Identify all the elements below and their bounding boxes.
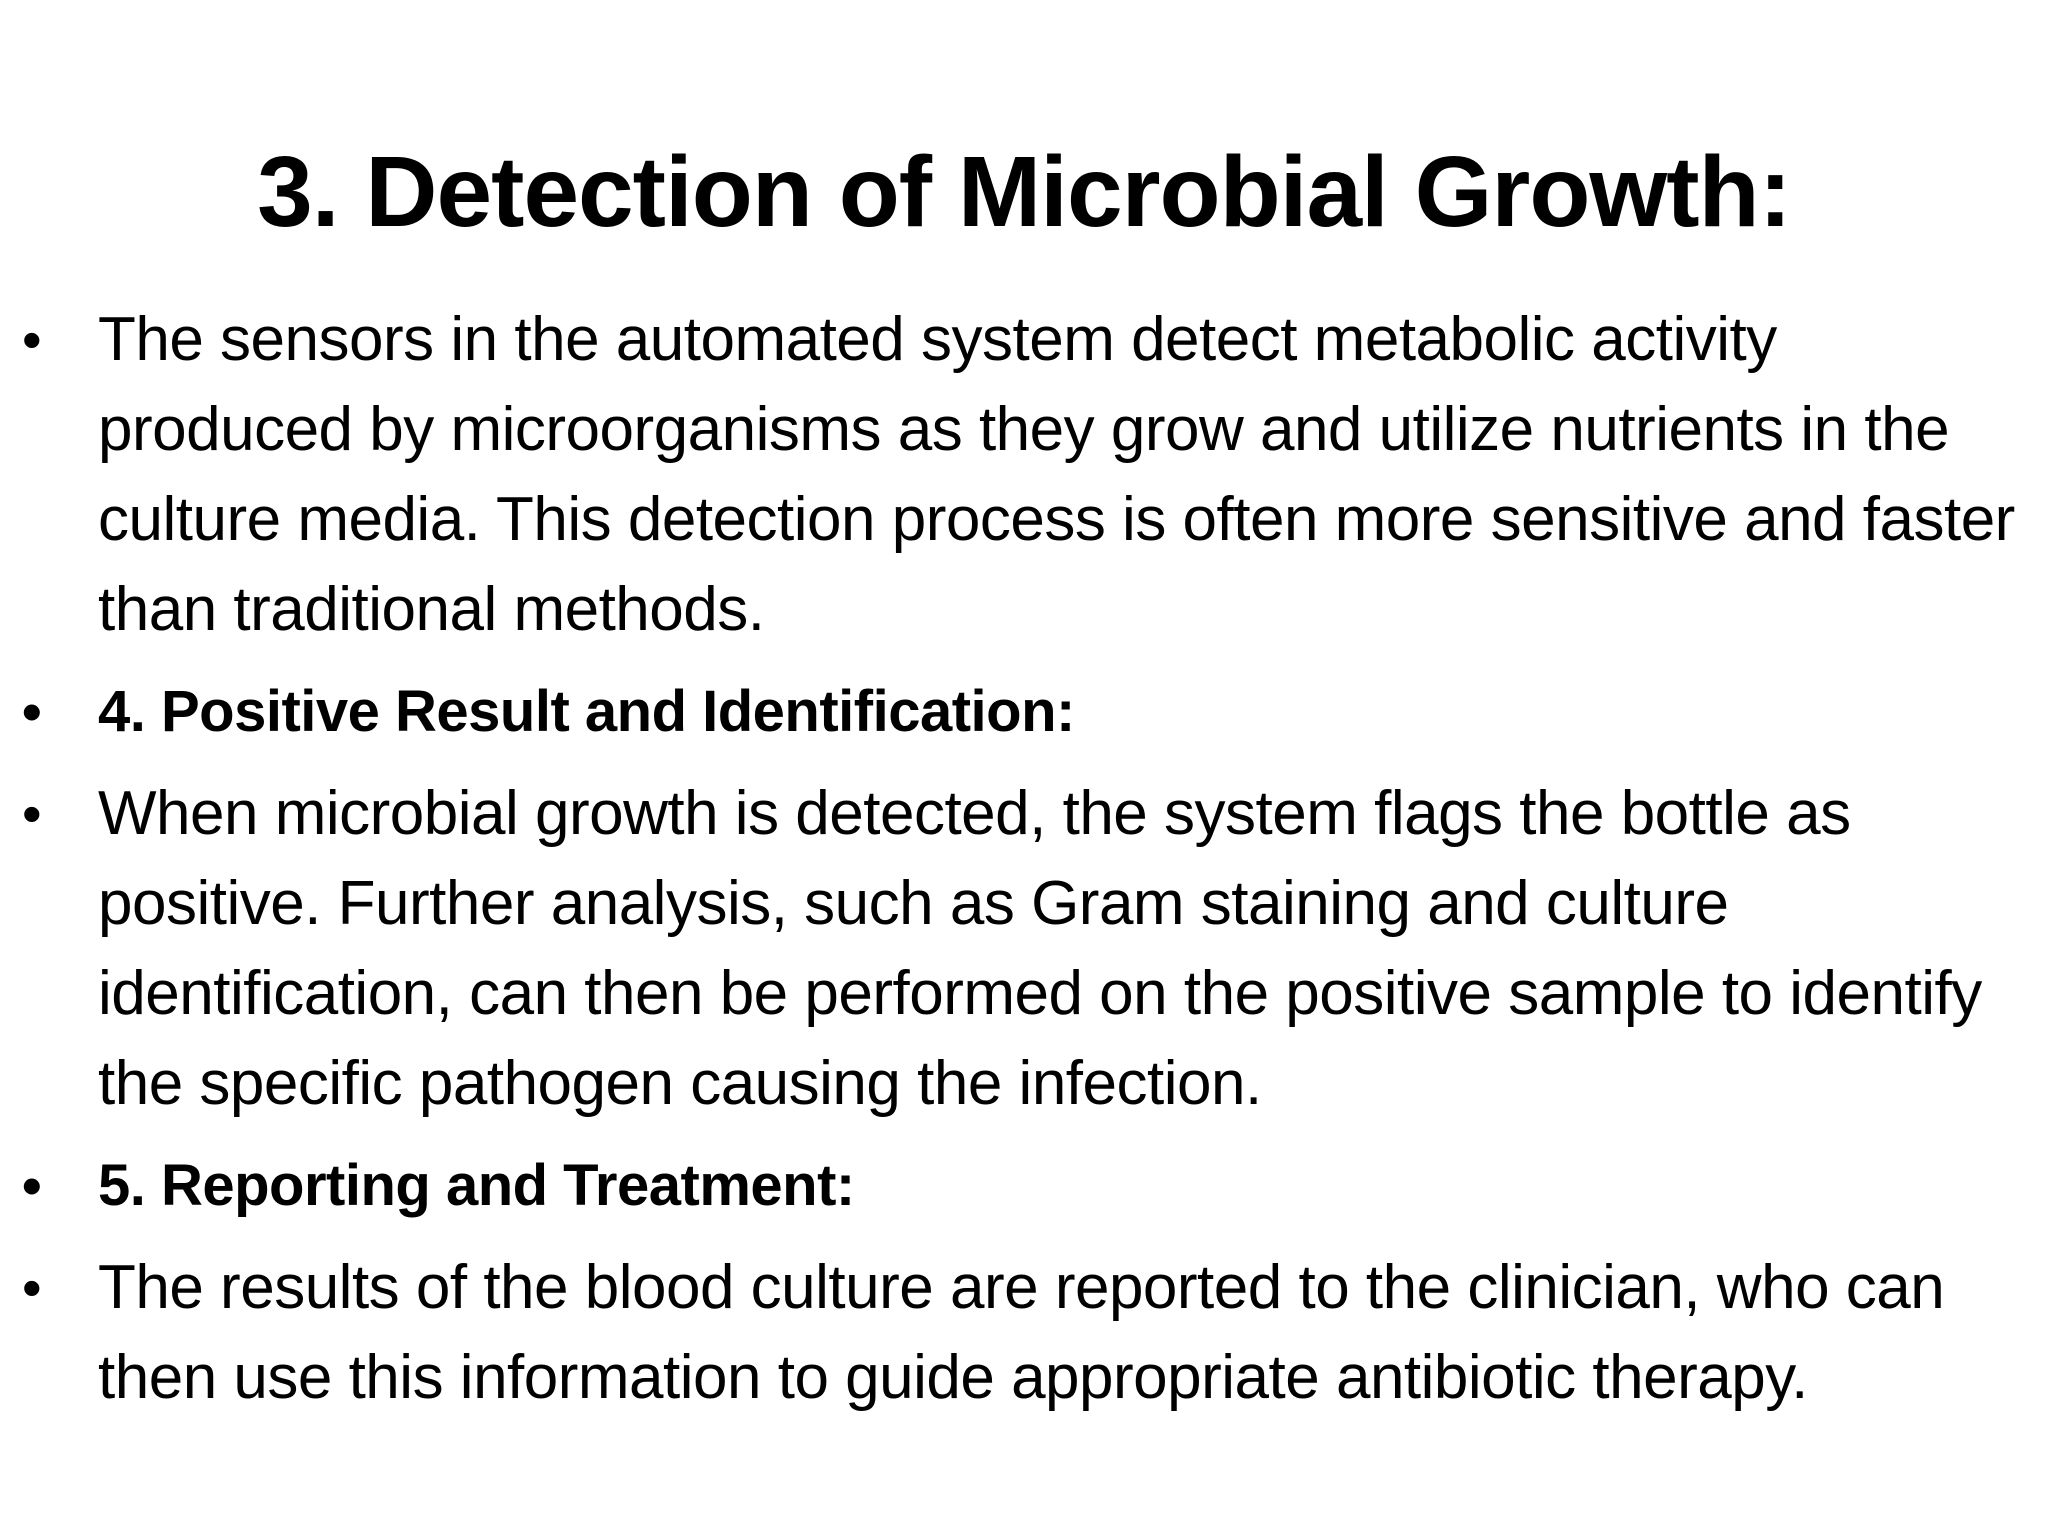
bullet-item-positive-result-description (20, 769, 2032, 1129)
bullet-dot-icon: • (22, 1154, 42, 1217)
bullet-text: The sensors in the automated system detect metabolic activity produced by microorganisms as they grow and utilize nutrients in the culture media. This detection process is often more sensitive and faster than traditional methods. (98, 305, 2015, 644)
bullet-item-positive-result-heading (20, 667, 2032, 757)
bullet-dot-icon: • (22, 782, 42, 845)
slide-title: 3. Detection of Microbial Growth: (257, 136, 1791, 248)
bullet-text: The results of the blood culture are reported to the clinician, who can then use this information to guide appropriate antibiotic therapy. (98, 1253, 1945, 1412)
bullet-dot-icon: • (22, 1256, 42, 1319)
bullet-dot-icon: • (22, 308, 42, 371)
bullet-item-detection-description (20, 295, 2032, 655)
bullet-item-reporting-heading (20, 1141, 2032, 1231)
bullet-item-reporting-description (20, 1243, 2032, 1423)
bullet-text: 4. Positive Result and Identification: (98, 679, 1075, 744)
bullet-list (20, 295, 2032, 1435)
bullet-text: 5. Reporting and Treatment: (98, 1153, 855, 1218)
bullet-text: When microbial growth is detected, the system flags the bottle as positive. Further analysis, such as Gram staining and culture identification, can then be performed on the positive sample to identify the specific pathogen causing the infection. (98, 779, 1982, 1118)
bullet-dot-icon: • (22, 680, 42, 743)
